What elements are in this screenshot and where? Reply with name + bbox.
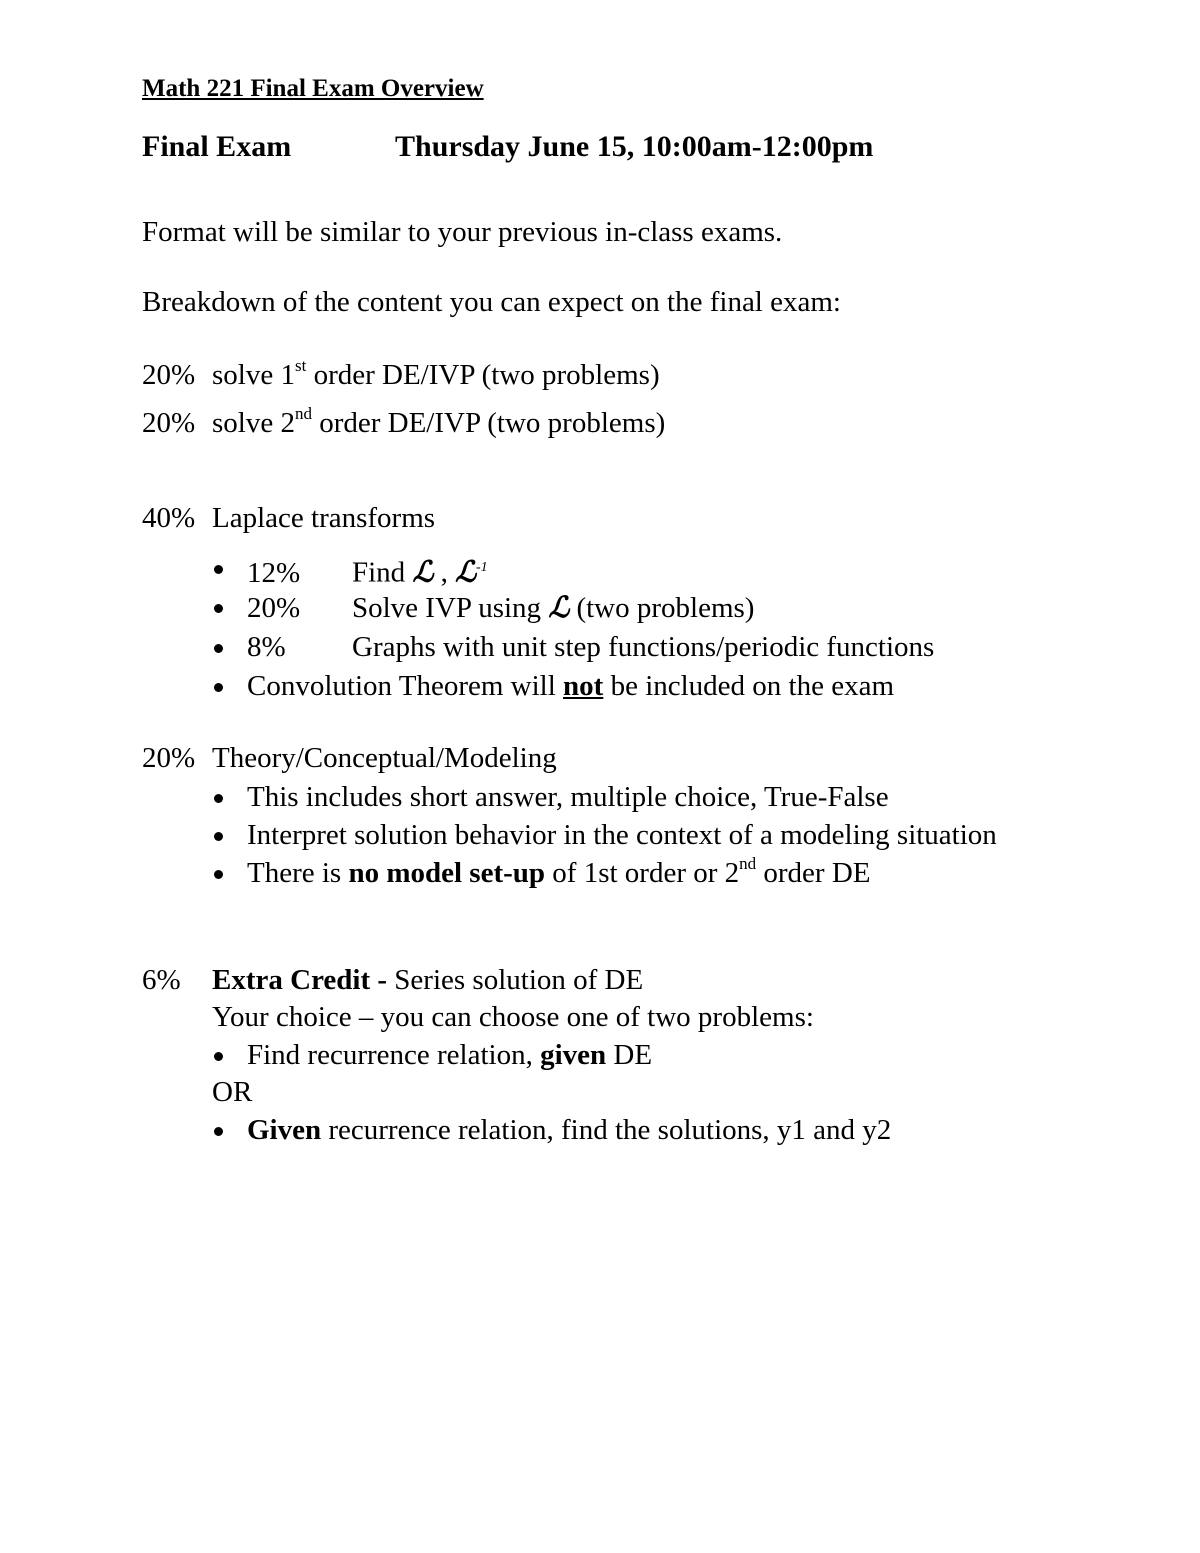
first-order-pre: solve 1 bbox=[212, 359, 295, 391]
laplace-pct: 40% bbox=[142, 502, 196, 534]
first-order-line bbox=[142, 357, 660, 393]
extra-credit-topic: Series solution of DE bbox=[387, 964, 644, 996]
extra-credit-label: Extra Credit - bbox=[212, 964, 388, 996]
page-title: Math 221 Final Exam Overview bbox=[142, 75, 484, 102]
bullet-icon bbox=[214, 1127, 223, 1136]
laplace-label: Laplace transforms bbox=[212, 502, 436, 534]
not-emphasis: not bbox=[563, 670, 604, 702]
bullet-icon bbox=[214, 565, 223, 574]
theory-pct: 20% bbox=[142, 742, 196, 774]
bullet-icon bbox=[214, 1052, 223, 1061]
second-order-sup: nd bbox=[294, 404, 312, 424]
bullet-icon bbox=[214, 683, 223, 692]
bullet-icon bbox=[214, 832, 223, 841]
bullet-icon bbox=[214, 794, 223, 803]
extra-credit-choice: Your choice – you can choose one of two problems: bbox=[212, 1001, 814, 1033]
second-order-line bbox=[142, 405, 665, 441]
first-order-post: order DE/IVP (two problems) bbox=[306, 359, 660, 391]
laplace-symbol: ℒ bbox=[412, 554, 434, 589]
first-order-pct: 20% bbox=[142, 359, 196, 391]
or-divider: OR bbox=[212, 1076, 253, 1108]
theory-heading bbox=[142, 740, 557, 776]
second-order-pre: solve 2 bbox=[212, 407, 295, 439]
second-order-post: order DE/IVP (two problems) bbox=[311, 407, 666, 439]
laplace-item-1-pct: 12% bbox=[247, 556, 301, 589]
laplace-heading bbox=[142, 500, 435, 536]
inverse-exponent: -1 bbox=[475, 560, 488, 575]
laplace-symbol: ℒ bbox=[455, 554, 476, 589]
document-page: Math 221 Final Exam Overview Final Exam Thursday June 15, 10:00am-12:00pm Format will be similar to your previous in-class exams. Breakdown of the content you can expect on the final exam: 20% solve 1st order DE/IVP (two problems) 20% solve 2nd order DE/IVP (two problems) 40% Laplace transforms 12% Find ℒ , ℒ$^{-1}$ 20% Solve IVP using ℒ (two problems) 8% Graphs with unit step functions/periodic functions Convolution Theorem will not be included on the exam 20% Theory/Conceptual/Modeling This includes short answer, multiple choice, True-False Interpret solution behavior in the context of a modeling situation There is no model set-up of 1st order or 2nd order DE 6% Extra Credit - Series solution of DE Your choice – you can choose one of two problems: Find recurrence relation, given DE OR Given recurrence relation, find the solutions, y1 and y2 bbox=[0, 0, 1200, 1553]
breakdown-intro: Breakdown of the content you can expect on the final exam: bbox=[142, 286, 841, 318]
laplace-item-2-pct: 20% bbox=[247, 592, 301, 624]
extra-credit-heading bbox=[142, 962, 643, 998]
exam-label: Final Exam bbox=[142, 130, 292, 163]
extra-credit-pct: 6% bbox=[142, 964, 181, 996]
laplace-item-3-pct: 8% bbox=[247, 631, 286, 663]
laplace-symbol: ℒ bbox=[548, 590, 570, 624]
format-note: Format will be similar to your previous in-class exams. bbox=[142, 216, 783, 248]
first-order-sup: st bbox=[294, 356, 307, 376]
no-model-setup-emphasis: no model set-up bbox=[348, 857, 546, 889]
exam-datetime: Thursday June 15, 10:00am-12:00pm bbox=[395, 130, 874, 163]
bullet-icon bbox=[214, 870, 223, 879]
second-order-pct: 20% bbox=[142, 407, 196, 439]
theory-label: Theory/Conceptual/Modeling bbox=[212, 742, 557, 774]
bullet-icon bbox=[214, 644, 223, 653]
bullet-icon bbox=[214, 604, 223, 613]
